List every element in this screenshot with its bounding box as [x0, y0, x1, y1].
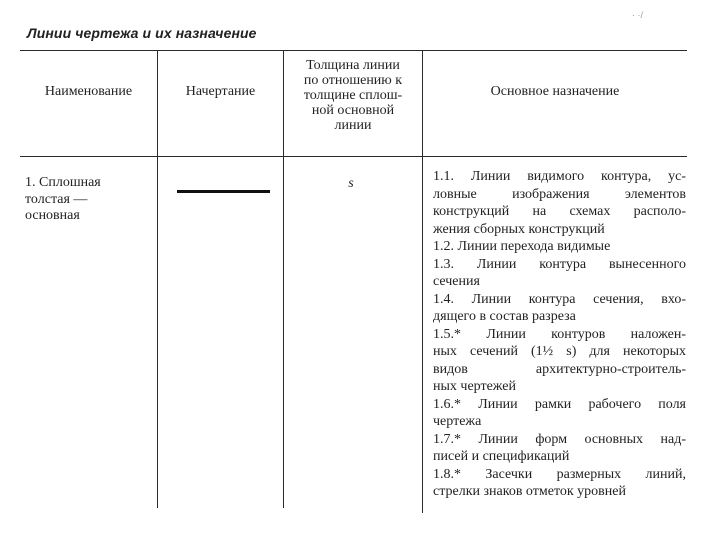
purpose-line: конструкций на схемах располо-	[433, 204, 686, 219]
purpose-line: 1.3. Линии контура вынесенного	[433, 256, 686, 272]
purpose-line: писей и спецификаций	[433, 449, 570, 464]
row-name: 1. Сплошная толстая — основная	[25, 175, 101, 223]
table-top-border	[20, 50, 687, 51]
purpose-line: 1.5.* Линии контуров наложен-	[433, 326, 686, 342]
row-thickness: s	[348, 176, 354, 191]
column-divider-1	[157, 50, 158, 508]
purpose-line: жения сборных конструкций	[433, 221, 605, 237]
header-thickness-line: ной основной	[311, 103, 395, 118]
purpose-line: 1.6.* Линии рамки рабочего поля	[433, 396, 686, 412]
header-thickness-line: линии	[334, 118, 372, 133]
header-thickness-line: толщине сплош-	[303, 88, 403, 103]
purpose-line: 1.7.* Линии форм основных над-	[433, 431, 686, 447]
purpose-line: ных чертежей	[433, 379, 516, 394]
purpose-line: чертежа	[433, 414, 482, 429]
purpose-line: сечения	[433, 274, 480, 289]
purpose-line: 1.1. Линии видимого контура, ус-	[433, 169, 686, 184]
purpose-line: дящего в состав разреза	[433, 309, 576, 324]
header-name: Наименование	[44, 84, 133, 99]
page-corner-mark: · ·/	[632, 10, 643, 20]
header-thickness-line: Толщина линии	[306, 58, 400, 73]
purpose-line: 1.4. Линии контура сечения, вхо-	[433, 291, 686, 307]
page-title: Линии чертежа и их назначение	[27, 25, 257, 41]
purpose-line: ных сечений (1½ s) для некоторых	[433, 344, 686, 359]
purpose-line: стрелки знаков отметок уровней	[433, 484, 626, 499]
purpose-line: видов архитектурно-строитель-	[433, 361, 686, 377]
purpose-line: 1.2. Линии перехода видимые	[433, 239, 611, 254]
column-divider-3	[422, 50, 423, 513]
header-drawing: Начертание	[185, 84, 256, 99]
solid-thick-line-sample	[177, 190, 270, 193]
row-purpose	[433, 168, 686, 501]
header-purpose: Основное назначение	[490, 84, 620, 99]
header-thickness-line: по отношению к	[303, 73, 403, 88]
header-thickness	[284, 58, 422, 133]
header-bottom-border	[20, 156, 687, 157]
purpose-line: ловные изображения элементов	[433, 186, 686, 202]
purpose-line: 1.8.* Засечки размерных линий,	[433, 466, 686, 482]
